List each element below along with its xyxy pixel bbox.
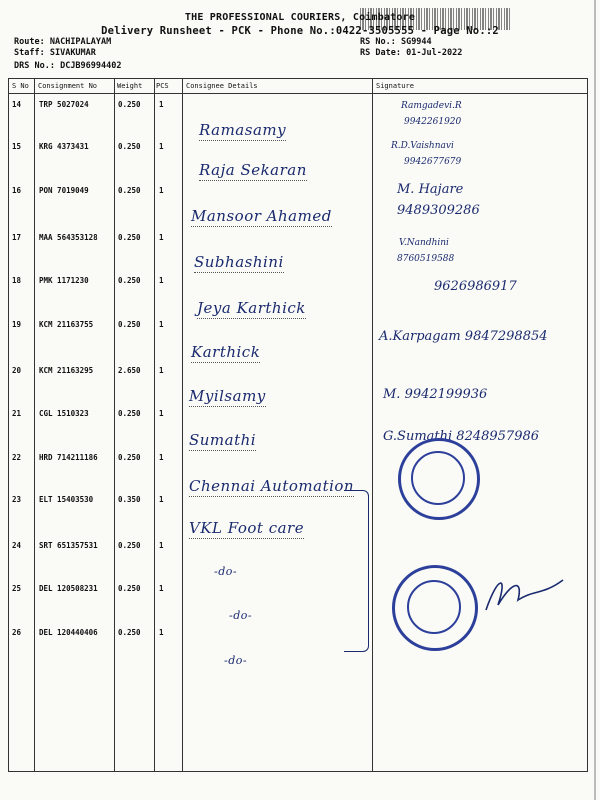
- row-weight: 0.250: [118, 409, 141, 418]
- row-weight: 0.250: [118, 320, 141, 329]
- company-seal: [392, 565, 478, 651]
- company-seal-inner: [411, 451, 465, 505]
- row-pcs: 1: [159, 453, 164, 462]
- row-pcs: 1: [159, 628, 164, 637]
- row-signature-name: G.Sumathi 8248957986: [383, 429, 540, 444]
- row-consignee: -do-: [229, 609, 253, 622]
- row-pcs: 1: [159, 584, 164, 593]
- col-sno: S No: [12, 82, 29, 90]
- row-consignee: -do-: [214, 565, 238, 578]
- row-consignment: PMK 1171230: [39, 276, 89, 285]
- row-pcs: 1: [159, 233, 164, 242]
- document-subtitle: Delivery Runsheet - PCK - Phone No.:0422-3505555 - Page No.:2: [101, 25, 499, 37]
- row-weight: 2.650: [118, 366, 141, 375]
- col-pcs: PCS: [156, 82, 169, 90]
- route-value: NACHIPALAYAM: [49, 37, 112, 47]
- row-signature-phone: 9942261920: [404, 117, 462, 127]
- rs-no-label: RS No.:: [360, 37, 396, 47]
- row-pcs: 1: [159, 276, 164, 285]
- row-weight: 0.250: [118, 233, 141, 242]
- row-sno: 23: [12, 495, 22, 504]
- row-signature-phone: 8760519588: [397, 254, 455, 264]
- row-weight: 0.250: [118, 142, 141, 151]
- route-label: Route:: [14, 37, 45, 47]
- row-weight: 0.250: [118, 276, 141, 285]
- drs-line: [14, 61, 122, 71]
- row-signature-name: M. 9942199936: [383, 387, 488, 402]
- row-consignment: KCM 21163295: [39, 366, 94, 375]
- row-sno: 22: [12, 453, 22, 462]
- row-sno: 19: [12, 320, 22, 329]
- row-consignment: HRD 714211186: [39, 453, 98, 462]
- row-weight: 0.250: [118, 628, 141, 637]
- row-pcs: 1: [159, 409, 164, 418]
- rs-date-value: 01-Jul-2022: [406, 48, 463, 58]
- staff-label: Staff:: [14, 48, 45, 58]
- drs-value: DCJB96994402: [60, 61, 122, 71]
- row-consignee: VKL Foot care: [189, 519, 305, 537]
- row-weight: 0.250: [118, 584, 141, 593]
- rs-date-label: RS Date:: [360, 48, 401, 58]
- row-weight: 0.350: [118, 495, 141, 504]
- route-line: [14, 37, 111, 47]
- row-sno: 17: [12, 233, 22, 242]
- row-consignment: ELT 15403530: [39, 495, 94, 504]
- col-signature: Signature: [376, 82, 414, 90]
- page-edge: [594, 0, 596, 800]
- row-sno: 18: [12, 276, 22, 285]
- row-consignee: Myilsamy: [189, 387, 266, 405]
- row-consignment: CGL 1510323: [39, 409, 89, 418]
- row-signature-phone: 9489309286: [397, 203, 480, 218]
- row-consignee: Ramasamy: [199, 121, 287, 139]
- row-signature-phone: 9942677679: [404, 157, 462, 167]
- row-consignee: Karthick: [191, 343, 261, 361]
- row-sno: 26: [12, 628, 22, 637]
- row-consignee: Chennai Automation: [189, 477, 355, 495]
- row-consignee: Raja Sekaran: [199, 161, 307, 179]
- row-pcs: 1: [159, 320, 164, 329]
- drs-label: DRS No.:: [14, 61, 55, 71]
- row-consignment: KRG 4373431: [39, 142, 89, 151]
- row-signature-name: 9626986917: [434, 279, 517, 294]
- row-sno: 21: [12, 409, 22, 418]
- row-pcs: 1: [159, 142, 164, 151]
- row-consignment: DEL 120440406: [39, 628, 98, 637]
- runsheet-table: [8, 78, 588, 772]
- staff-value: SIVAKUMAR: [49, 48, 96, 58]
- row-signature-name: Ramgadevi.R: [401, 101, 462, 111]
- row-weight: 0.250: [118, 453, 141, 462]
- row-pcs: 1: [159, 186, 164, 195]
- row-consignee: Sumathi: [189, 431, 257, 449]
- row-consignment: SRT 651357531: [39, 541, 98, 550]
- row-weight: 0.250: [118, 541, 141, 550]
- row-sno: 25: [12, 584, 22, 593]
- row-consignment: PON 7019049: [39, 186, 89, 195]
- document-title: THE PROFESSIONAL COURIERS, Coimbatore: [184, 12, 416, 23]
- signature-scribble: [478, 570, 568, 620]
- row-signature-name: R.D.Vaishnavi: [391, 141, 454, 151]
- col-consignment: Consignment No: [38, 82, 98, 90]
- row-signature-name: V.Nandhini: [399, 238, 449, 248]
- rs-no-value: SG9944: [400, 37, 432, 47]
- row-signature-name: A.Karpagam 9847298854: [379, 329, 548, 344]
- row-consignee: Jeya Karthick: [197, 299, 306, 317]
- row-consignment: TRP 5027024: [39, 100, 89, 109]
- row-weight: 0.250: [118, 100, 141, 109]
- row-consignee: Mansoor Ahamed: [191, 207, 332, 225]
- row-sno: 14: [12, 100, 22, 109]
- row-sno: 16: [12, 186, 22, 195]
- row-sno: 24: [12, 541, 22, 550]
- row-pcs: 1: [159, 100, 164, 109]
- grouping-bracket: [344, 490, 369, 652]
- company-seal-inner: [407, 580, 461, 634]
- col-consignee: Consignee Details: [186, 82, 258, 90]
- col-weight: Weight: [117, 82, 143, 90]
- row-pcs: 1: [159, 366, 164, 375]
- row-sno: 15: [12, 142, 22, 151]
- rs-date-line: [360, 48, 462, 58]
- rs-no-line: [360, 37, 432, 47]
- row-consignee: -do-: [224, 654, 248, 667]
- row-consignment: MAA 564353128: [39, 233, 98, 242]
- row-consignee: Subhashini: [194, 253, 284, 271]
- staff-line: [14, 48, 96, 58]
- row-weight: 0.250: [118, 186, 141, 195]
- row-sno: 20: [12, 366, 22, 375]
- company-seal: [398, 438, 480, 520]
- row-signature-name: M. Hajare: [397, 182, 464, 197]
- row-consignment: DEL 120508231: [39, 584, 98, 593]
- row-pcs: 1: [159, 541, 164, 550]
- row-consignment: KCM 21163755: [39, 320, 94, 329]
- row-pcs: 1: [159, 495, 164, 504]
